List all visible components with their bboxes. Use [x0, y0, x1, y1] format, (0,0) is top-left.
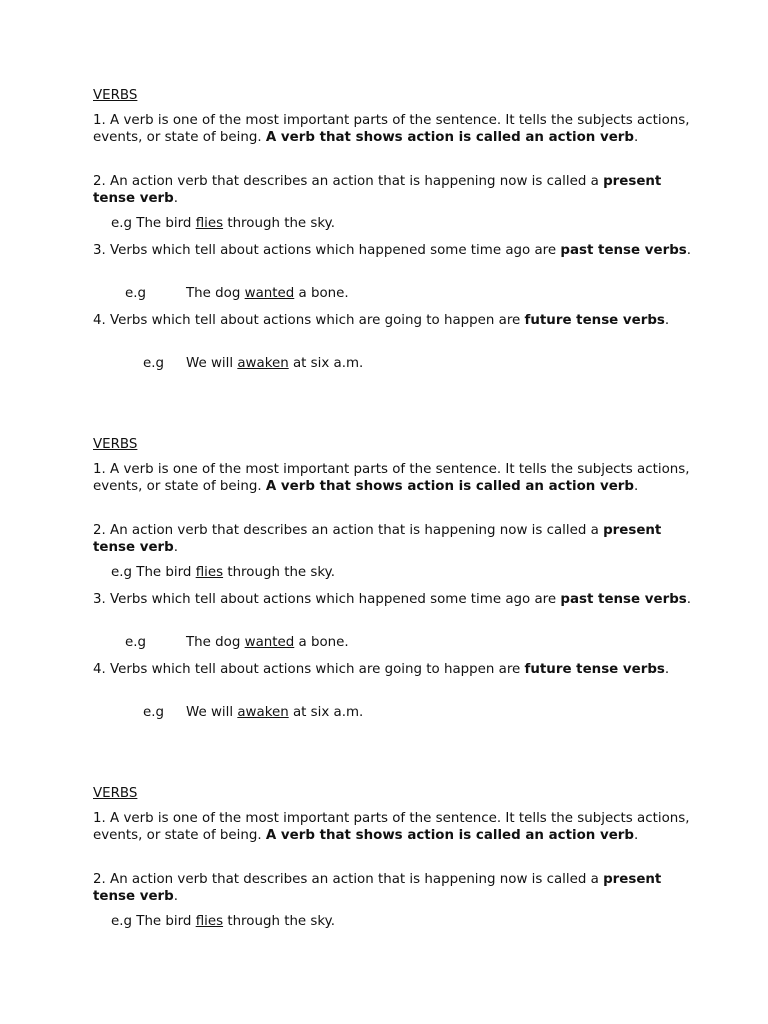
example-pre: We will: [186, 356, 238, 371]
paragraph-end: .: [173, 889, 178, 904]
section-heading: VERBS: [93, 786, 138, 801]
section-heading: VERBS: [93, 88, 138, 103]
paragraph-end: .: [686, 592, 692, 607]
paragraph-4: [93, 661, 693, 678]
paragraph-bold: future tense verbs: [524, 662, 665, 677]
paragraph-1: [93, 810, 693, 844]
example-3-label: e.g: [143, 356, 164, 371]
example-2: [186, 286, 349, 302]
paragraph-text: 1. A verb is one of the most important parts of the sentence. It tells the subjects actions, events, or state of being.: [93, 462, 690, 494]
paragraph-end: .: [633, 479, 639, 494]
paragraph-end: .: [633, 828, 639, 843]
example-pre: The dog: [186, 635, 245, 650]
example-post: a bone.: [294, 286, 349, 301]
example-2: [186, 635, 349, 651]
example-pre: We will: [186, 705, 238, 720]
example-3: [186, 356, 363, 372]
paragraph-text: 4. Verbs which tell about actions which are going to happen are: [93, 662, 525, 677]
example-2-label: e.g: [125, 286, 146, 301]
paragraph-text: 4. Verbs which tell about actions which are going to happen are: [93, 313, 525, 328]
example-verb: wanted: [244, 635, 295, 650]
paragraph-2: [93, 522, 693, 556]
paragraph-end: .: [633, 130, 639, 145]
example-2-label: e.g: [125, 635, 146, 650]
paragraph-text: 1. A verb is one of the most important parts of the sentence. It tells the subjects actions, events, or state of being.: [93, 113, 690, 145]
example-pre: The dog: [186, 286, 245, 301]
paragraph-text: 1. A verb is one of the most important parts of the sentence. It tells the subjects actions, events, or state of being.: [93, 811, 690, 843]
example-pre: The bird: [136, 914, 196, 929]
example-verb: flies: [195, 914, 224, 929]
paragraph-bold: A verb that shows action is called an action verb: [265, 479, 634, 494]
paragraph-end: .: [173, 540, 178, 555]
example-post: through the sky.: [223, 565, 335, 580]
paragraph-text: 3. Verbs which tell about actions which happened some time ago are: [93, 592, 561, 607]
paragraph-end: .: [664, 662, 670, 677]
paragraph-bold: present tense verb: [93, 174, 662, 206]
example-verb: flies: [195, 565, 224, 580]
example-verb: awaken: [237, 356, 289, 371]
paragraph-end: .: [173, 191, 178, 206]
paragraph-bold: A verb that shows action is called an action verb: [265, 130, 634, 145]
example-verb: wanted: [244, 286, 295, 301]
example-1: [111, 914, 335, 930]
paragraph-end: .: [686, 243, 692, 258]
paragraph-3: [93, 591, 693, 608]
paragraph-2: [93, 871, 693, 905]
example-post: through the sky.: [223, 914, 335, 929]
example-pre: The bird: [136, 216, 196, 231]
example-post: at six a.m.: [288, 356, 364, 371]
example-verb: awaken: [237, 705, 289, 720]
example-3-label: e.g: [143, 705, 164, 720]
paragraph-text: 3. Verbs which tell about actions which happened some time ago are: [93, 243, 561, 258]
example-label: e.g: [111, 565, 132, 580]
example-label: e.g: [111, 216, 132, 231]
paragraph-3: [93, 242, 693, 259]
paragraph-bold: A verb that shows action is called an action verb: [265, 828, 634, 843]
example-pre: The bird: [136, 565, 196, 580]
paragraph-text: 2. An action verb that describes an action that is happening now is called a: [93, 174, 604, 189]
example-post: a bone.: [294, 635, 349, 650]
paragraph-4: [93, 312, 693, 329]
example-1: [111, 565, 335, 581]
example-label: e.g: [111, 914, 132, 929]
example-3: [186, 705, 363, 721]
paragraph-text: 2. An action verb that describes an action that is happening now is called a: [93, 872, 604, 887]
section-heading: VERBS: [93, 437, 138, 452]
paragraph-text: 2. An action verb that describes an action that is happening now is called a: [93, 523, 604, 538]
paragraph-end: .: [664, 313, 670, 328]
paragraph-2: [93, 173, 693, 207]
paragraph-bold: past tense verbs: [560, 243, 687, 258]
paragraph-1: [93, 112, 693, 146]
example-verb: flies: [195, 216, 224, 231]
example-post: at six a.m.: [288, 705, 364, 720]
paragraph-bold: present tense verb: [93, 872, 662, 904]
paragraph-bold: past tense verbs: [560, 592, 687, 607]
paragraph-1: [93, 461, 693, 495]
paragraph-bold: future tense verbs: [524, 313, 665, 328]
paragraph-bold: present tense verb: [93, 523, 662, 555]
example-1: [111, 216, 335, 232]
example-post: through the sky.: [223, 216, 335, 231]
